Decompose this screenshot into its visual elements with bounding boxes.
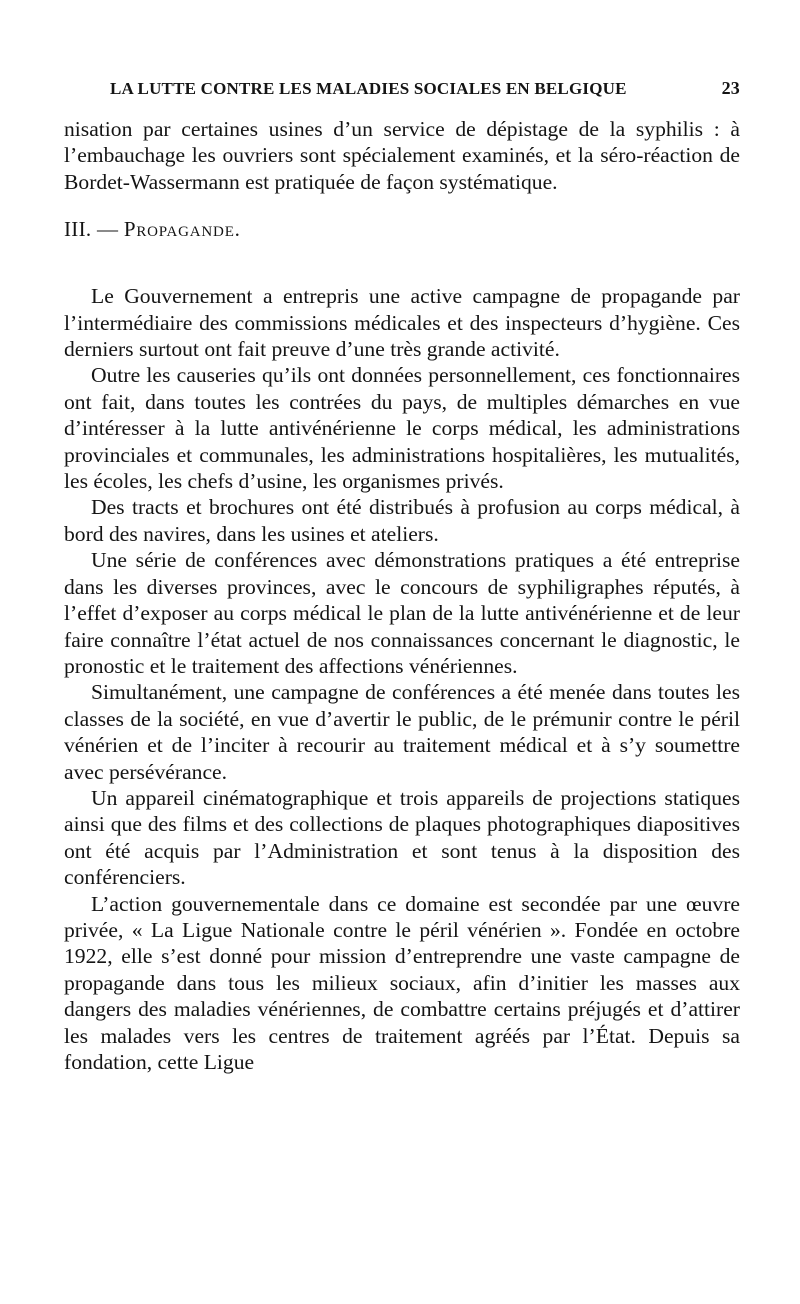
paragraph: Des tracts et brochures ont été distribués à profusion au corps médical, à bord des navires, dans les usines et ateliers.	[64, 495, 740, 546]
paragraph: Une série de conférences avec démonstrations pratiques a été entreprise dans les diverses provinces, avec le concours de syphiligraphes réputés, à l’effet d’exposer au corps médical le plan de la lutte antivénérienne et de leur faire connaître l’état actuel de nos connaissances concernant le diagnostic, le pronostic et le traitement des affections vénériennes.	[64, 548, 740, 678]
paragraph: Outre les causeries qu’ils ont données personnellement, ces fonctionnaires ont fait, dans toutes les contrées du pays, de multiples démarches en vue d’intéresser à la lutte antivénérienne le corps médical, les administrations provinciales et communales, les administrations hospitalières, les mutualités, les écoles, les chefs d’usine, les organismes privés.	[64, 363, 740, 494]
section-number: III. —	[64, 217, 119, 242]
section-title: Propagande.	[123, 217, 241, 242]
document-page	[64, 78, 740, 1075]
section-heading	[64, 216, 740, 242]
body-text	[64, 116, 740, 1075]
paragraph: L’action gouvernementale dans ce domaine est secondée par une œuvre privée, « La Ligue Nationale contre le péril vénérien ». Fondée en octobre 1922, elle s’est donné pour mission d’entreprendre une vaste campagne de propagande dans tous les milieux sociaux, afin d’initier les masses aux dangers des maladies vénériennes, de combattre certains préjugés et d’attirer les malades vers les centres de traitement agréés par l’État. Depuis sa fondation, cette Ligue	[64, 891, 740, 1074]
running-header	[110, 78, 740, 102]
continued-paragraph: nisation par certaines usines d’un service de dépistage de la syphilis : à l’embauchage les ouvriers sont spécialement examinés, et la séro-réaction de Bordet-Wassermann est pratiquée de façon systématique.	[64, 117, 740, 194]
paragraph: Le Gouvernement a entrepris une active campagne de propagande par l’intermédiaire des commissions médicales et des inspecteurs d’hygiène. Ces derniers surtout ont fait preuve d’une très grande activité.	[64, 284, 740, 362]
running-title: LA LUTTE CONTRE LES MALADIES SOCIALES EN BELGIQUE	[110, 79, 627, 98]
paragraph: Un appareil cinématographique et trois appareils de projections statiques ainsi que des films et des collections de plaques photographiques diapositives ont été acquis par l’Administration et sont tenus à la disposition des conférenciers.	[64, 785, 740, 890]
paragraph: Simultanément, une campagne de conférences a été menée dans toutes les classes de la société, en vue d’avertir le public, de le prémunir contre le péril vénérien et de l’inciter à recourir au traitement médical et à s’y soumettre avec persévérance.	[64, 680, 740, 784]
page-number: 23	[721, 78, 740, 98]
